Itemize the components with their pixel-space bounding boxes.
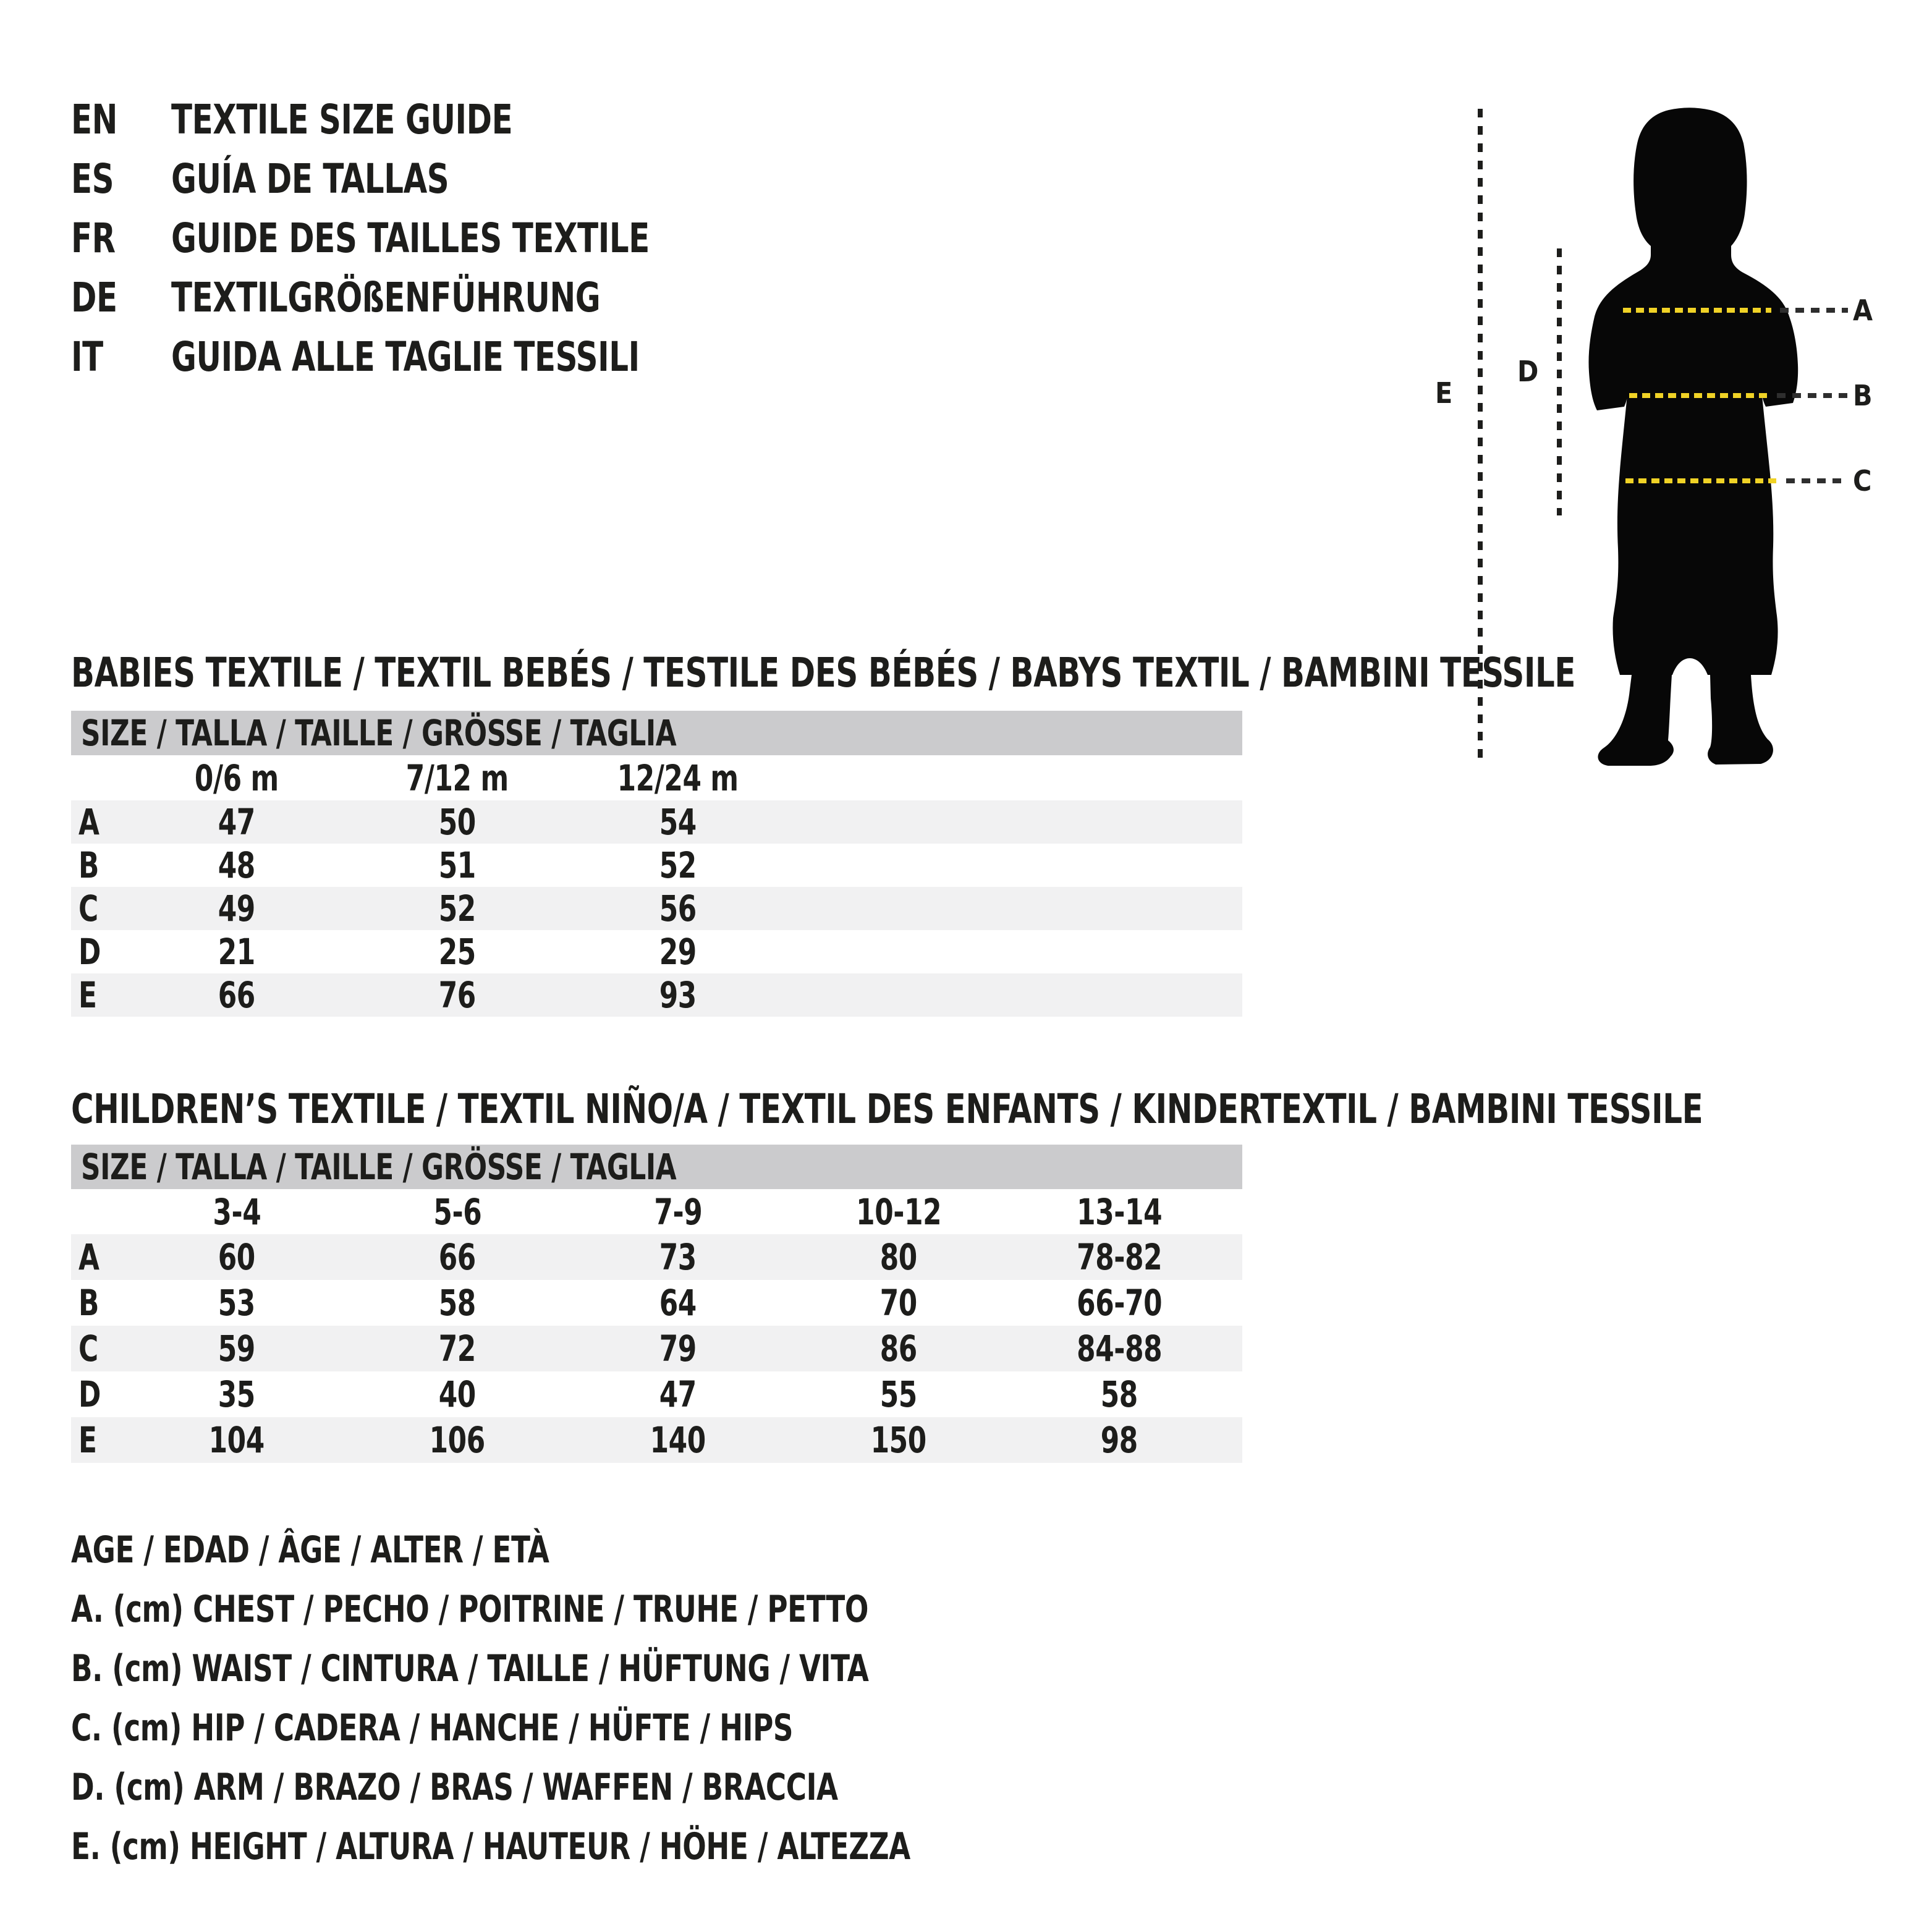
- babies-size-table: [71, 711, 1242, 1017]
- guide-title-fr: GUIDE DES TAILLES TEXTILE: [171, 214, 650, 262]
- table-cell: 52: [659, 844, 697, 886]
- table-cell: 106: [429, 1419, 486, 1461]
- children-section-heading-text: CHILDREN’S TEXTILE / TEXTIL NIÑO/A / TEXTIL DES ENFANTS / KINDERTEXTIL / BAMBINI TESSILE: [71, 1085, 1703, 1133]
- table-cell: 104: [208, 1419, 265, 1461]
- babies-section-heading-text: BABIES TEXTILE / TEXTIL BEBÉS / TESTILE DES BÉBÉS / BABYS TEXTIL / BAMBINI TESSILE: [71, 649, 1576, 697]
- column-header: 5-6: [433, 1190, 481, 1233]
- table-cell: 55: [879, 1373, 918, 1415]
- table-cell: 66-70: [1076, 1282, 1163, 1324]
- table-cell: 98: [1100, 1419, 1138, 1461]
- table-cell: 78-82: [1076, 1236, 1163, 1278]
- children-size-header-bar: [71, 1145, 1242, 1189]
- language-row-es: [71, 149, 740, 208]
- column-header: 10-12: [855, 1190, 942, 1233]
- language-row-de: [71, 268, 740, 327]
- figure-label-e: E: [1435, 376, 1453, 410]
- legend-chest: A. (cm) CHEST / PECHO / POITRINE / TRUHE / PETTO: [71, 1588, 869, 1631]
- column-header: 7-9: [654, 1190, 702, 1233]
- table-cell: 64: [659, 1282, 697, 1324]
- table-cell: 58: [438, 1282, 477, 1324]
- row-label: B: [78, 1282, 99, 1324]
- table-cell: 86: [879, 1328, 918, 1370]
- table-cell: 21: [218, 931, 256, 973]
- legend-arm: D. (cm) ARM / BRAZO / BRAS / WAFFEN / BRACCIA: [71, 1766, 838, 1809]
- babies-section-heading: [71, 649, 1862, 697]
- measurement-figure: [1391, 62, 1932, 834]
- table-cell: 73: [659, 1236, 697, 1278]
- table-cell: 47: [659, 1373, 697, 1415]
- language-code: DE: [71, 273, 117, 321]
- table-row-b: [71, 844, 1242, 887]
- figure-label-b: B: [1853, 379, 1873, 412]
- table-cell: 66: [438, 1236, 477, 1278]
- column-header: 12/24 m: [617, 756, 739, 799]
- table-cell: 93: [659, 974, 697, 1016]
- table-cell: 48: [218, 844, 256, 886]
- guide-title-it: GUIDA ALLE TAGLIE TESSILI: [171, 333, 640, 381]
- size-header-label: SIZE / TALLA / TAILLE / GRÖSSE / TAGLIA: [81, 1146, 677, 1188]
- table-cell: 40: [438, 1373, 477, 1415]
- row-label: E: [78, 1419, 97, 1461]
- language-code: EN: [71, 95, 117, 143]
- babies-column-header-row: [71, 755, 1242, 800]
- table-row-c: [71, 887, 1242, 930]
- table-cell: 53: [218, 1282, 256, 1324]
- table-cell: 56: [659, 888, 697, 930]
- table-cell: 140: [650, 1419, 706, 1461]
- column-header: 13-14: [1076, 1190, 1163, 1233]
- table-row-d: [71, 1371, 1242, 1417]
- legend-hip: C. (cm) HIP / CADERA / HANCHE / HÜFTE / HIPS: [71, 1706, 794, 1750]
- table-cell: 60: [218, 1236, 256, 1278]
- table-row-a: [71, 1234, 1242, 1280]
- table-row-d: [71, 930, 1242, 973]
- table-cell: 50: [438, 801, 477, 843]
- table-cell: 72: [438, 1328, 477, 1370]
- row-label: D: [78, 1373, 101, 1415]
- legend-height: E. (cm) HEIGHT / ALTURA / HAUTEUR / HÖHE / ALTEZZA: [71, 1825, 910, 1868]
- figure-label-a: A: [1853, 294, 1873, 327]
- language-row-fr: [71, 208, 740, 268]
- table-cell: 47: [218, 801, 256, 843]
- language-row-en: [71, 90, 740, 149]
- table-cell: 59: [218, 1328, 256, 1370]
- table-cell: 79: [659, 1328, 697, 1370]
- guide-title-de: TEXTILGRÖßENFÜHRUNG: [171, 273, 601, 321]
- table-cell: 35: [218, 1373, 256, 1415]
- table-cell: 84-88: [1076, 1328, 1163, 1370]
- children-size-table: [71, 1145, 1242, 1463]
- row-label: E: [78, 974, 97, 1016]
- language-code: FR: [71, 214, 116, 262]
- figure-label-c: C: [1853, 464, 1872, 498]
- table-cell: 58: [1100, 1373, 1138, 1415]
- size-header-label: SIZE / TALLA / TAILLE / GRÖSSE / TAGLIA: [81, 712, 677, 754]
- table-row-e: [71, 1417, 1242, 1463]
- language-row-it: [71, 327, 740, 386]
- table-cell: 25: [438, 931, 477, 973]
- row-label: C: [78, 888, 98, 930]
- table-cell: 54: [659, 801, 697, 843]
- guide-title-es: GUÍA DE TALLAS: [171, 155, 449, 203]
- row-label: A: [78, 801, 100, 843]
- legend-age: AGE / EDAD / ÂGE / ALTER / ETÀ: [71, 1528, 549, 1572]
- table-cell: 51: [438, 844, 477, 886]
- column-header: 0/6 m: [195, 756, 279, 799]
- language-title-list: [71, 90, 740, 386]
- table-cell: 76: [438, 974, 477, 1016]
- table-cell: 29: [659, 931, 697, 973]
- children-section-heading: [71, 1085, 1932, 1133]
- row-label: D: [78, 931, 101, 973]
- table-cell: 49: [218, 888, 256, 930]
- babies-size-header-bar: [71, 711, 1242, 755]
- table-cell: 150: [870, 1419, 927, 1461]
- measurement-legend: [71, 1520, 1070, 1876]
- table-cell: 80: [879, 1236, 918, 1278]
- row-label: A: [78, 1236, 100, 1278]
- children-column-header-row: [71, 1189, 1242, 1234]
- table-row-b: [71, 1280, 1242, 1326]
- table-row-a: [71, 800, 1242, 844]
- table-cell: 52: [438, 888, 477, 930]
- table-cell: 66: [218, 974, 256, 1016]
- column-header: 7/12 m: [406, 756, 509, 799]
- table-cell: 70: [879, 1282, 918, 1324]
- figure-label-d: D: [1517, 355, 1539, 388]
- row-label: B: [78, 844, 99, 886]
- legend-waist: B. (cm) WAIST / CINTURA / TAILLE / HÜFTUNG / VITA: [71, 1647, 869, 1690]
- row-label: C: [78, 1328, 98, 1370]
- column-header: 3-4: [213, 1190, 261, 1233]
- language-code: ES: [71, 155, 114, 203]
- table-row-e: [71, 973, 1242, 1017]
- language-code: IT: [71, 333, 103, 381]
- table-row-c: [71, 1326, 1242, 1371]
- guide-title-en: TEXTILE SIZE GUIDE: [171, 95, 513, 143]
